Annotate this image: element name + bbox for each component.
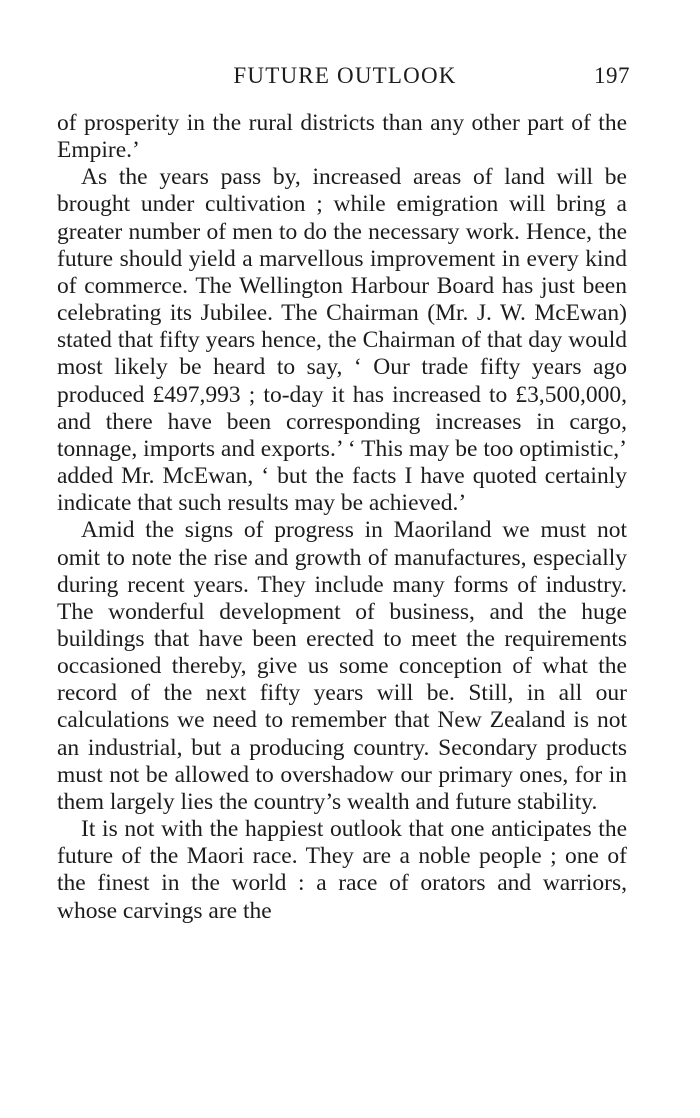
- running-head: [60, 60, 630, 92]
- paragraph-harbour-board: As the years pass by, increased areas of land will be brought under cultivation ; while emigration will bring a greater number of men to do the necessary work. Hence, the future should yield a marvellous improvement in every kind of commerce. The Wellington Harbour Board has just been celebrating its Jubilee. The Chairman (Mr. J. W. McEwan) stated that fifty years hence, the Chairman of that day would most likely be heard to say, ‘ Our trade fifty years ago produced £497,993 ; to-day it has increased to £3,500,000, and there have been corresponding increases in cargo, tonnage, imports and exports.’ ‘ This may be too optimistic,’ added Mr. McEwan, ‘ but the facts I have quoted certainly indicate that such results may be achieved.’: [57, 164, 627, 517]
- paragraph-continuation: of prosperity in the rural districts than any other part of the Empire.’: [57, 110, 627, 164]
- paragraph-maori-race: It is not with the happiest outlook that one anticipates the future of the Maori race. They are a noble people ; one of the finest in the world : a race of orators and warriors, whose carvings are the: [57, 816, 627, 924]
- page-number: 197: [594, 63, 630, 88]
- paragraph-manufactures: Amid the signs of progress in Maoriland we must not omit to note the rise and growth of manufactures, especially during recent years. They include many forms of industry. The wonderful development of business, and the huge buildings that have been erected to meet the requirements occasioned thereby, give us some conception of what the record of the next fifty years will be. Still, in all our calculations we need to remember that New Zealand is not an industrial, but a producing country. Secondary products must not be allowed to overshadow our primary ones, for in them largely lies the country’s wealth and future stability.: [57, 517, 627, 815]
- body-text: [57, 110, 627, 925]
- chapter-title: FUTURE OUTLOOK: [233, 63, 457, 88]
